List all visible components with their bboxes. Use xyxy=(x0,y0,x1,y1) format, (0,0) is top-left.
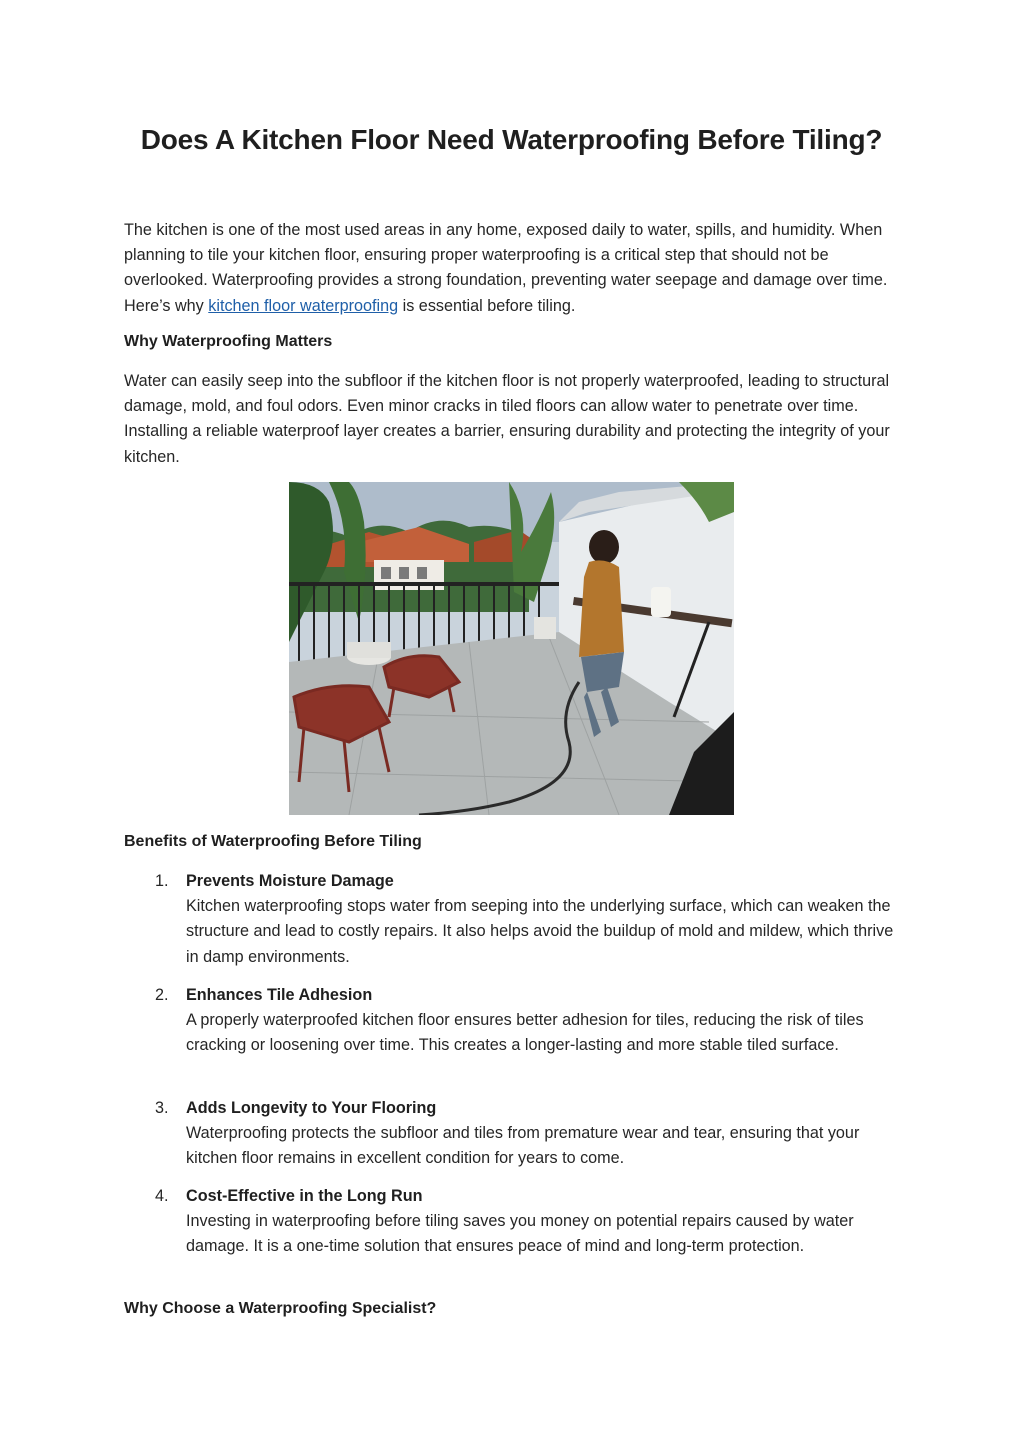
section-heading-benefits: Benefits of Waterproofing Before Tiling xyxy=(124,833,422,850)
list-item-title: Cost-Effective in the Long Run xyxy=(186,1187,423,1205)
intro-text: The kitchen is one of the most used areas in any home, exposed daily to water, spills, and humidity. When planning to tile your kitchen floor, ensuring proper waterproofing is a critical step that should not be overlooked. Waterproofing provides a strong foundation, preventing water seepage and damage over time. Here’s why xyxy=(124,221,888,315)
list-item-text: Investing in waterproofing before tiling saves you money on potential repairs caused by water damage. It is a one-time solution that ensures peace of mind and long-term protection. xyxy=(186,1212,854,1256)
intro-paragraph xyxy=(124,218,904,319)
list-item-body xyxy=(186,983,896,1059)
list-item-number: 2. xyxy=(155,986,169,1004)
list-item-number: 1. xyxy=(155,872,169,890)
list-item-body xyxy=(186,1096,896,1172)
list-item-title: Enhances Tile Adhesion xyxy=(186,986,373,1004)
page-title: Does A Kitchen Floor Need Waterproofing Before Tiling? xyxy=(140,124,883,155)
why-matters-paragraph: Water can easily seep into the subfloor if the kitchen floor is not properly waterproofed, leading to structural damage, mold, and foul odors. Even minor cracks in tiled floors can allow water to penetrate over time. Installing a reliable waterproof layer creates a barrier, ensuring durability and protecting the integrity of your kitchen. xyxy=(124,372,890,466)
list-item-title: Prevents Moisture Damage xyxy=(186,872,394,890)
list-item-text: Kitchen waterproofing stops water from seeping into the underlying surface, which can weaken the structure and lead to costly repairs. It also helps avoid the buildup of mold and mildew, which thrive in damp environments. xyxy=(186,897,894,966)
list-item-text: A properly waterproofed kitchen floor ensures better adhesion for tiles, reducing the risk of tiles cracking or loosening over time. This creates a longer-lasting and more stable tiled surface. xyxy=(186,1011,864,1055)
section-heading-specialist: Why Choose a Waterproofing Specialist? xyxy=(124,1300,437,1317)
list-item-body xyxy=(186,869,896,970)
intro-text-end: is essential before tiling. xyxy=(398,296,576,315)
kitchen-floor-waterproofing-link[interactable]: kitchen floor waterproofing xyxy=(208,296,399,315)
waterproofing-balcony-photo xyxy=(289,482,734,815)
list-item-title: Adds Longevity to Your Flooring xyxy=(186,1099,437,1117)
list-item-text: Waterproofing protects the subfloor and tiles from premature wear and tear, ensuring that your kitchen floor remains in excellent condition for years to come. xyxy=(186,1124,860,1168)
list-item-number: 4. xyxy=(155,1187,169,1205)
list-item-body xyxy=(186,1184,896,1260)
section-heading-why-matters: Why Waterproofing Matters xyxy=(124,333,333,350)
list-item-number: 3. xyxy=(155,1099,169,1117)
